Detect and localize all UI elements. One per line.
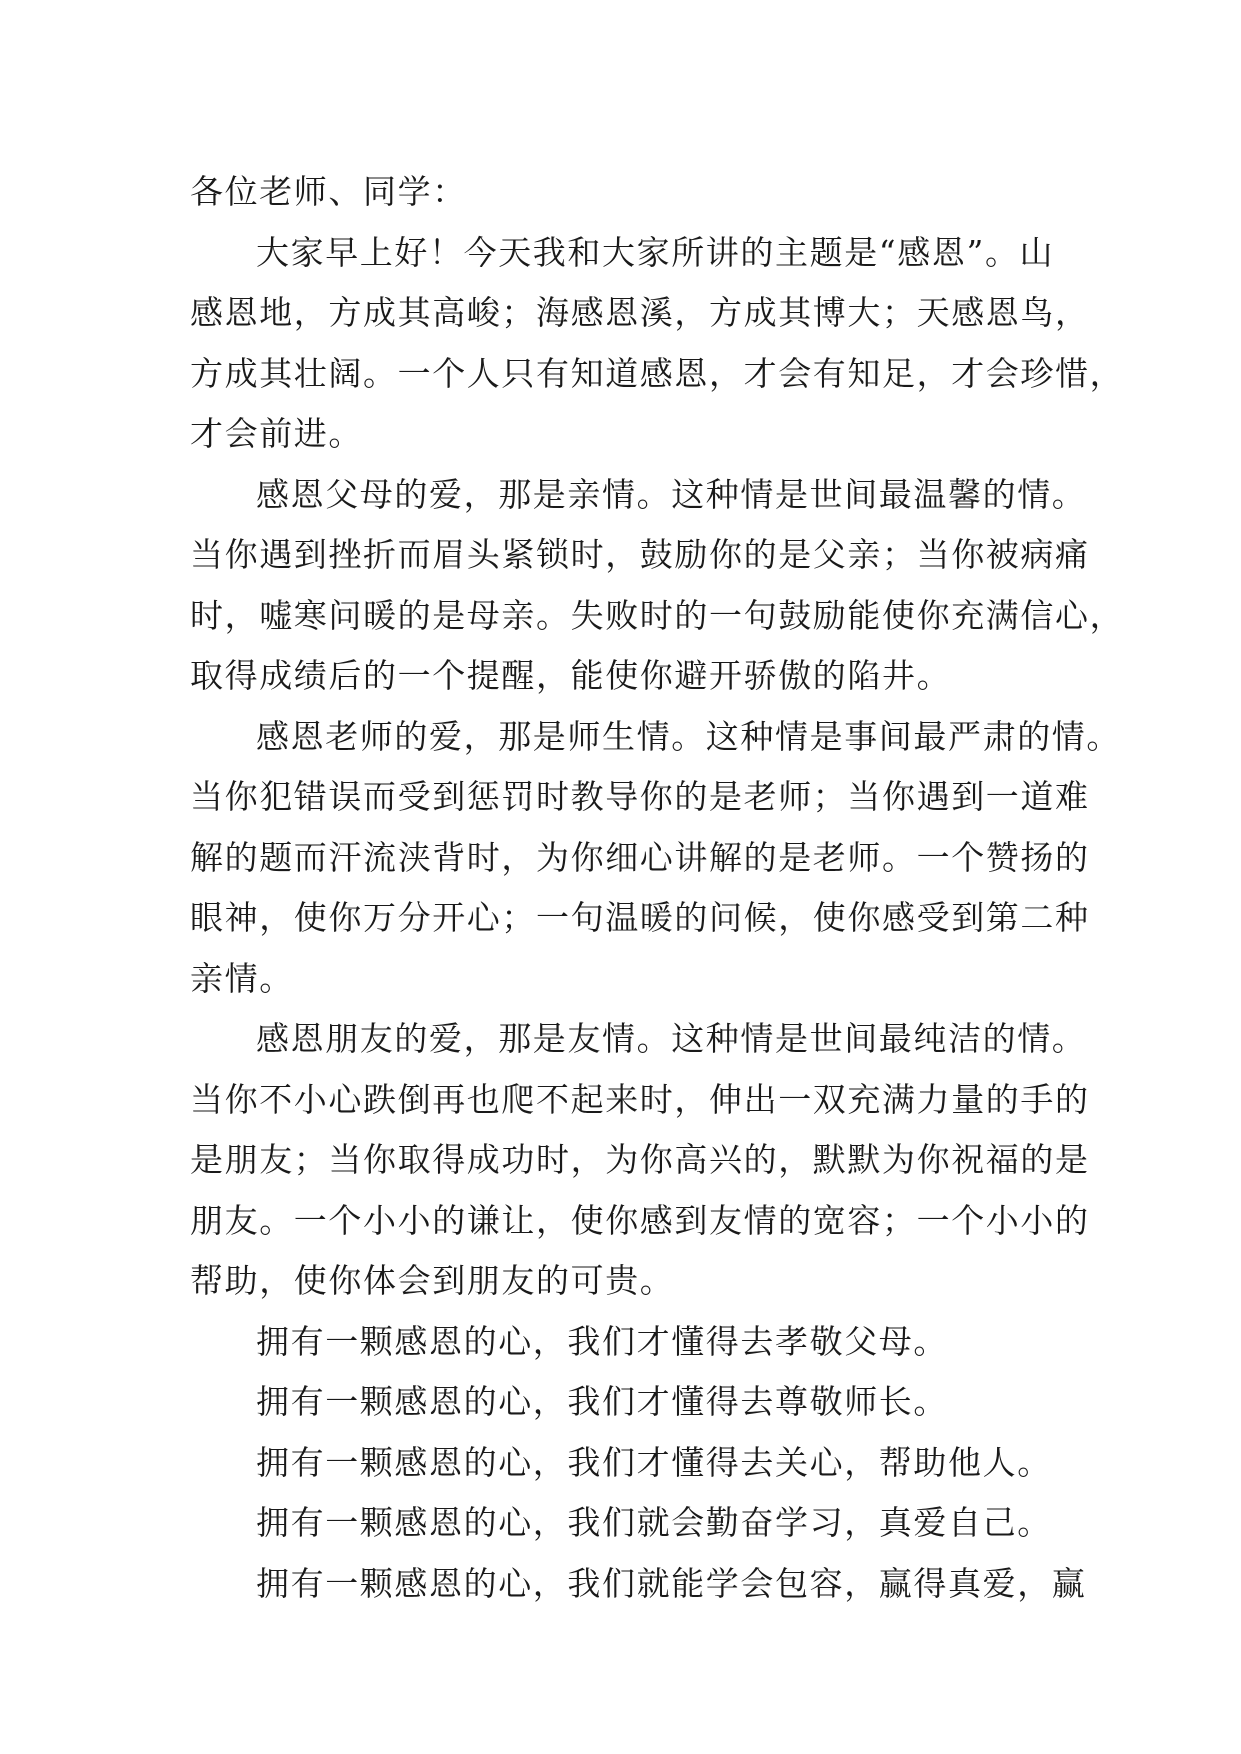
- text-line: 时，嘘寒问暖的是母亲。失败时的一句鼓励能使你充满信心，: [190, 595, 1125, 635]
- text-line: 感恩朋友的爱，那是友情。这种情是世间最纯洁的情。: [256, 1019, 1087, 1058]
- text-line: 亲情。: [190, 958, 294, 998]
- text-line-salutation: 各位老师、同学：: [190, 172, 467, 211]
- text-line: 是朋友；当你取得成功时，为你高兴的，默默为你祝福的是: [190, 1140, 1090, 1179]
- text-line: 拥有一颗感恩的心，我们才懂得去尊敬师长。: [256, 1382, 948, 1421]
- document-body: [190, 162, 1125, 1614]
- text-line: 拥有一颗感恩的心，我们就会勤奋学习，真爱自己。: [256, 1503, 1052, 1542]
- text-line: 感恩老师的爱，那是师生情。这种情是事间最严肃的情。: [256, 716, 1121, 756]
- text-line: 帮助，使你体会到朋友的可贵。: [190, 1261, 675, 1300]
- text-line: 大家早上好！今天我和大家所讲的主题是“感恩”。山: [256, 232, 1055, 272]
- text-line: 感恩父母的爱，那是亲情。这种情是世间最温馨的情。: [256, 474, 1087, 514]
- text-line: 当你犯错误而受到惩罚时教导你的是老师；当你遇到一道难: [190, 777, 1090, 816]
- text-line: 拥有一颗感恩的心，我们才懂得去孝敬父母。: [256, 1321, 948, 1361]
- text-line: 眼神，使你万分开心；一句温暖的问候，使你感受到第二种: [190, 898, 1090, 937]
- text-line: 感恩地，方成其高峻；海感恩溪，方成其博大；天感恩鸟，: [190, 293, 1090, 332]
- text-line: 取得成绩后的一个提醒，能使你避开骄傲的陷井。: [190, 656, 952, 695]
- text-line: 方成其壮阔。一个人只有知道感恩，才会有知足，才会珍惜，: [190, 353, 1125, 393]
- text-line: 朋友。一个小小的谦让，使你感到友情的宽容；一个小小的: [190, 1200, 1090, 1240]
- text-line: 拥有一颗感恩的心，我们就能学会包容，赢得真爱，赢: [256, 1563, 1087, 1603]
- text-line: 拥有一颗感恩的心，我们才懂得去关心，帮助他人。: [256, 1442, 1052, 1482]
- text-line: 才会前进。: [190, 414, 363, 453]
- text-line: 解的题而汗流浃背时，为你细心讲解的是老师。一个赞扬的: [190, 837, 1090, 877]
- text-line: 当你不小心跌倒再也爬不起来时，伸出一双充满力量的手的: [190, 1079, 1090, 1119]
- text-line: 当你遇到挫折而眉头紧锁时，鼓励你的是父亲；当你被病痛: [190, 535, 1090, 574]
